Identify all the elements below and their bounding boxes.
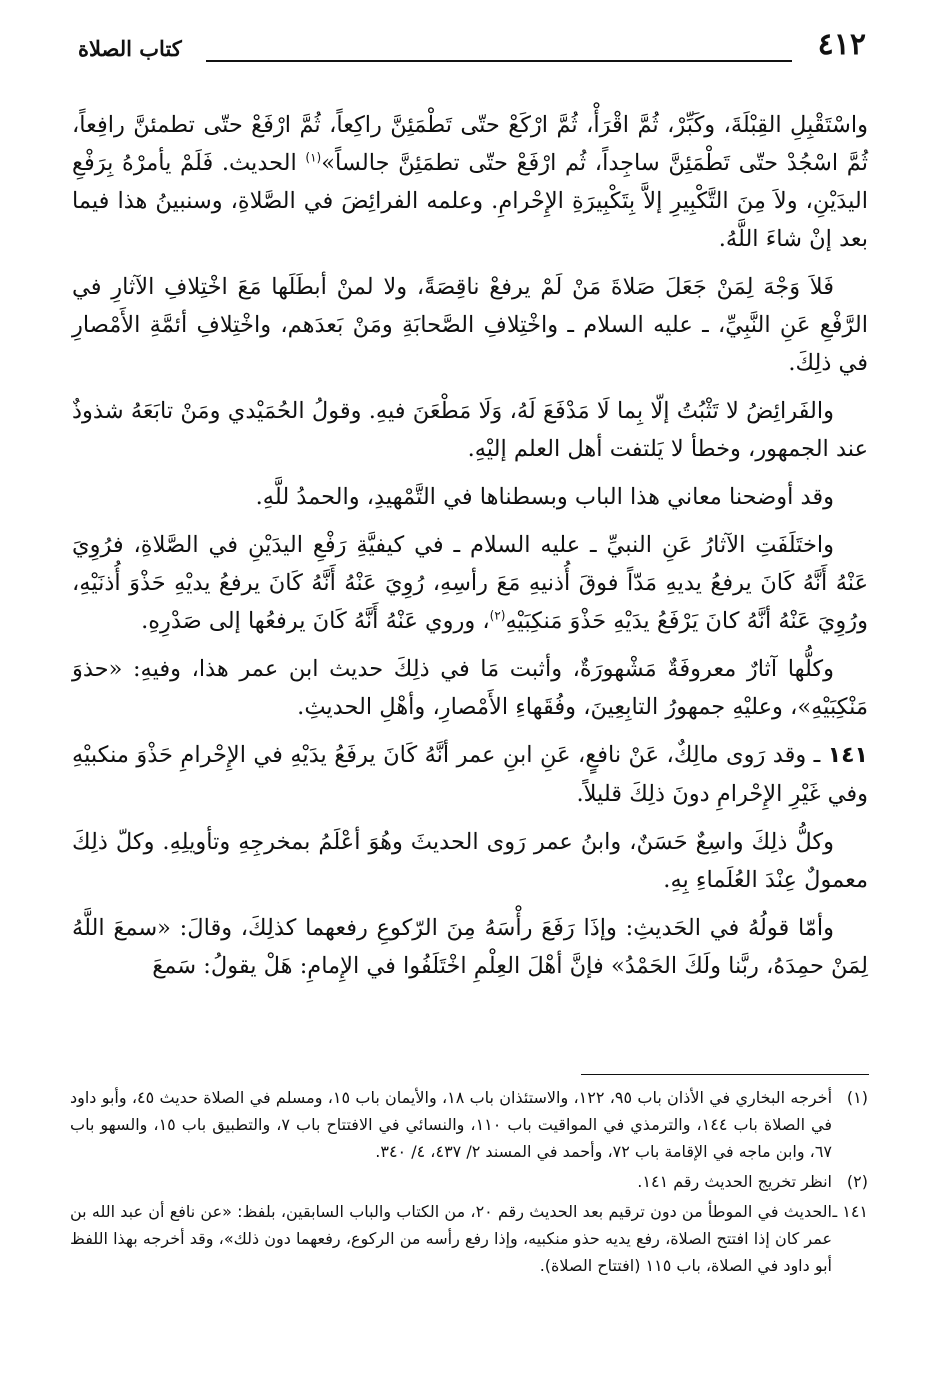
paragraph: وقد أوضحنا معاني هذا الباب وبسطناها في التَّمْهيدِ، والحمدُ للَّهِ. [255, 484, 834, 510]
footnote-ref: (١) [305, 150, 322, 165]
footnote-marker: (١) [846, 1088, 869, 1107]
paragraph-text: واسْتَقْبِلِ القِبْلَةَ، وكَبِّرْ، ثُمَّ اقْرَأْ، ثُمَّ ارْكَعْ حتّى تَطْمَئِنَّ راكِعاً، ثُمَّ ارْفَعْ حتّى تطمئنَّ رافِعاً، ثُمَّ اسْجُدْ حتّى تَطْمَئِنَّ ساجِداً، ثُم ارْفَعْ حتّى تطمَئِنَّ جالساً» [72, 112, 868, 176]
footnote-separator [581, 1074, 869, 1075]
footnote [70, 1168, 868, 1195]
paragraph: فَلاَ وَجْهَ لِمَنْ جَعَلَ صَلاةَ مَنْ لَمْ يرفعْ ناقِصَةً، ولا لمنْ أبطَلَها مَعَ اخْتِلافِ الآثارِ في الرَّفْعِ عَنِ النَّبِيِّ، ـ عليه السلام ـ واخْتِلافِ الصَّحابَةِ ومَنْ بَعدَهم، واخْتِلافِ أئمَّةِ الأَمْصارِ في ذلِكَ. [72, 274, 868, 376]
paragraph-text: الحديث. فَلَمْ يأمرْهُ بِرَفْعِ اليدَيْنِ، ولاَ مِنَ التَّكْبِيرِ إلاَّ بِتَكْبِيرَةِ الإِحْرامِ. وعلمه الفرائِضَ في الصَّلاةِ، وسنبينُ هذا فيما بعد إنْ شاءَ اللَّهُ. [72, 150, 868, 252]
footnote-marker: ١٤١ ـ [832, 1202, 868, 1221]
footnotes [70, 1084, 868, 1282]
running-header [78, 26, 866, 70]
footnote-text: أخرجه البخاري في الأذان باب ٩٥، ١٢٢، والاستئذان باب ١٨، والأيمان باب ١٥، ومسلم في الصلاة حديث ٤٥، وأبو داود في الصلاة باب ١٤٤، والترمذي في المواقيت باب ١١٠، والنسائي في الافتتاح باب ٧، والتطبيق باب ١٥، والسهو باب ٦٧، وابن ماجه في الإقامة باب ٧٢، وأحمد في المسند ٢/ ٤٣٧، ٤/ ٣٤٠. [70, 1088, 833, 1161]
paragraph: وكلُّها آثارٌ معروفَةٌ مَشْهورَةٌ، وأثبت مَا في ذلِكَ حديث ابن عمر هذا، وفيهِ: «حذوَ مَنْكِبَيْهِ»، وعليْهِ جمهورُ التابِعِينَ، وفُقَهاءِ الأَمْصارِ، وأهْلِ الحديثِ. [72, 656, 868, 720]
footnote-text: انظر تخريج الحديث رقم ١٤١. [637, 1172, 832, 1191]
paragraph-text: ـ وقد رَوى مالِكٌ، عَنْ نافعٍ، عَنِ ابنِ عمر أنَّهُ كَانَ يرفَعُ يدَيْهِ في الإِحْرامِ حَذْوَ منكبيْهِ وفي غَيْرِ الإِحْرامِ دونَ ذلِكَ قليلاً. [72, 742, 868, 807]
hadith-paragraph [72, 736, 868, 813]
paragraph: وأمّا قولُهُ في الحَديثِ: وإذَا رَفَعَ رأْسَهُ مِنَ الرّكوعِ رفعهما كذلِكَ، وقالَ: «سمعَ اللَّهُ لِمَنْ حمِدَهُ، ربَّنا ولَكَ الحَمْدُ» فإنَّ أهْلَ العِلْمِ اخْتَلَفُوا في الإِمامِ: هَلْ يقولُ: سَمعَ [72, 915, 868, 979]
paragraph [72, 526, 868, 640]
footnote [70, 1084, 868, 1165]
footnote-marker: (٢) [846, 1172, 868, 1191]
footnote [70, 1198, 868, 1279]
page-number: ٤١٢ [817, 27, 866, 62]
header-rule [206, 60, 792, 62]
main-text [72, 106, 868, 995]
footnote-ref: (٢) [489, 608, 506, 623]
paragraph: والفَرائِضُ لا تَثْبُتُ إلّا بِما لَا مَدْفَعَ لَهُ، وَلَا مَطْعَنَ فيهِ. وقولُ الحُمَيْدي ومَنْ تابَعَهُ شذوذٌ عند الجمهور، وخطأ لا يَلتفت أهل العلم إليْهِ. [72, 398, 868, 462]
paragraph: وكلُّ ذلِكَ واسِعٌ حَسَنٌ، وابنُ عمر رَوى الحديثَ وهُوَ أعْلَمُ بمخرجِهِ وتأويلِهِ. وكلّ ذلِكَ معمولٌ عِنْدَ العُلَماءِ بِهِ. [72, 829, 868, 893]
footnote-text: الحديث في الموطأ من دون ترقيم بعد الحديث رقم ٢٠، من الكتاب والباب السابقين، بلفظ: «عن نافع أن عبد الله بن عمر كان إذا افتتح الصلاة، رفع يديه حذو منكبيه، وإذا رفع رأسه من الركوع، رفعهما دون ذلك»، وقد أخرجه بهذا اللفظ أبو داود في الصلاة، باب ١١٥ (افتتاح الصلاة). [70, 1202, 832, 1275]
paragraph-text: ، وروي عَنْهُ أَنَّهُ كَانَ يرفعُها إلى صَدْرِهِ. [141, 608, 490, 634]
paragraph-text: واختَلَفَتِ الآثارُ عَنِ النبيِّ ـ عليه السلام ـ في كيفيَّةِ رَفْعِ اليدَيْنِ في الصَّلاةِ، فرُوِيَ عَنْهُ أَنَّهُ كَانَ يرفعُ يديهِ مَدّاً فوقَ أُذنيهِ مَعَ رأسِهِ، رُوِيَ عَنْهُ أَنَّهُ كَانَ يرفعُ يديْهِ حَذْوَ أُذنَيْهِ، ورُوِيَ عَنْهُ أنَّهُ كانَ يَرْفَعُ يدَيْهِ حَذْوَ مَنكِبَيْهِ [72, 532, 868, 634]
chapter-title: كتاب الصلاة [78, 36, 182, 61]
paragraph [72, 106, 868, 258]
hadith-number: ١٤١ [827, 743, 868, 768]
